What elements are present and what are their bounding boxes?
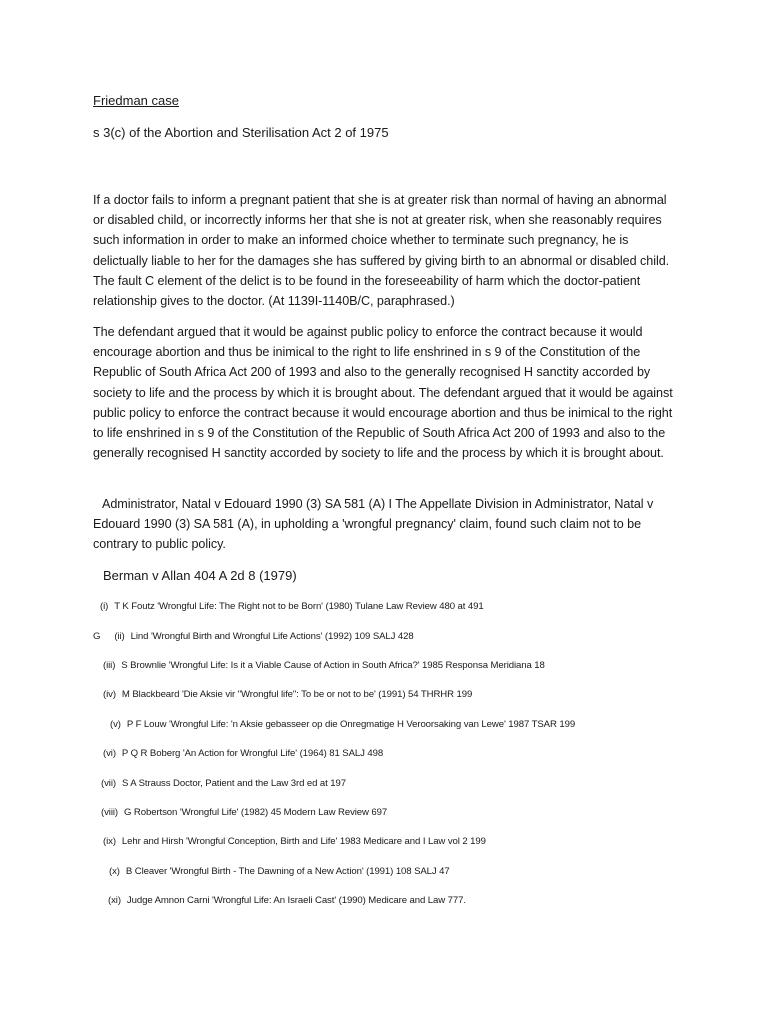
paragraph-defendant-argument: The defendant argued that it would be against public policy to enforce the contract because it would encourage abortion and thus be inimical to the right to life enshrined in s 9 of the Constitution of the Republic of South Africa Act 200 of 1993 and also to the generally recognised H sanctity accorded by society to life and the process by which it is brought about. The defendant argued that it would be against public policy to enforce the contract because it would encourage abortion and thus be inimical to the right to life enshrined in s 9 of the Constitution of the Republic of South Africa Act 200 of 1993 and also to the generally recognised H sanctity accorded by society to life and the process by which it is brought about. bbox=[93, 325, 673, 461]
reference-item bbox=[103, 748, 383, 759]
reference-number: (vi) bbox=[103, 748, 116, 759]
reference-text: P Q R Boberg 'An Action for Wrongful Life' (1964) 81 SALJ 498 bbox=[121, 748, 384, 759]
reference-number: (ii) bbox=[114, 631, 125, 642]
reference-number: (iii) bbox=[103, 660, 116, 671]
reference-text: Lehr and Hirsh 'Wrongful Conception, Birth and Life' 1983 Medicare and I Law vol 2 199 bbox=[121, 836, 486, 847]
reference-number: (viii) bbox=[101, 807, 118, 818]
reference-item bbox=[93, 631, 414, 642]
paragraph-friedman-holding: If a doctor fails to inform a pregnant patient that she is at greater risk than normal of having an abnormal or disabled child, or incorrectly informs her that she is not at greater risk, when she reasonably requires such information in order to make an informed choice whether to terminate such pregnancy, he is delictually liable to her for the damages she has suffered by giving birth to an abnormal or disabled child. The fault C element of the delict is to be found in the foreseeability of harm which the doctor-patient relationship gives to the doctor. (At 1139I-1140B/C, paraphrased.) bbox=[93, 193, 670, 309]
paragraph-edouard-text: Administrator, Natal v Edouard 1990 (3) SA 581 (A) I The Appellate Division in Administrator, Natal v Edouard 1990 (3) SA 581 (A), in upholding a 'wrongful pregnancy' claim, found such claim not to be contrary to public policy. bbox=[93, 497, 654, 552]
reference-text: T K Foutz 'Wrongful Life: The Right not to be Born' (1980) Tulane Law Review 480 at 491 bbox=[114, 601, 484, 612]
reference-item bbox=[100, 601, 484, 612]
reference-number: (iv) bbox=[103, 689, 116, 700]
reference-text: G Robertson 'Wrongful Life' (1982) 45 Modern Law Review 697 bbox=[123, 807, 388, 818]
reference-item bbox=[101, 807, 387, 818]
reference-text: S A Strauss Doctor, Patient and the Law 3rd ed at 197 bbox=[121, 778, 346, 789]
reference-text: Lind 'Wrongful Birth and Wrongful Life Actions' (1992) 109 SALJ 428 bbox=[130, 631, 414, 642]
reference-item bbox=[110, 719, 575, 730]
reference-item bbox=[103, 689, 472, 700]
reference-text: P F Louw 'Wrongful Life: 'n Aksie gebasseer op die Onregmatige H Veroorsaking van Lewe' 1987 TSAR 199 bbox=[126, 719, 576, 730]
document-title: Friedman case bbox=[93, 93, 179, 108]
reference-item bbox=[108, 895, 466, 906]
reference-text: M Blackbeard 'Die Aksie vir "Wrongful life": To be or not to be' (1991) 54 THRHR 199 bbox=[121, 689, 473, 700]
reference-item bbox=[103, 660, 545, 671]
paragraph-edouard-case bbox=[93, 494, 683, 555]
reference-number: (vii) bbox=[101, 778, 116, 789]
reference-item bbox=[103, 836, 486, 847]
reference-text: S Brownlie 'Wrongful Life: Is it a Viable Cause of Action in South Africa?' 1985 Responsa Meridiana 18 bbox=[121, 660, 545, 671]
reference-number: (i) bbox=[100, 601, 109, 612]
reference-item bbox=[109, 866, 450, 877]
reference-number: (v) bbox=[110, 719, 121, 730]
reference-number: (xi) bbox=[108, 895, 121, 906]
reference-number: (x) bbox=[109, 866, 120, 877]
reference-text: B Cleaver 'Wrongful Birth - The Dawning of a New Action' (1991) 108 SALJ 47 bbox=[125, 866, 450, 877]
reference-number: (ix) bbox=[103, 836, 116, 847]
case-citation-berman: Berman v Allan 404 A 2d 8 (1979) bbox=[103, 568, 297, 583]
reference-item bbox=[101, 778, 346, 789]
reference-text: Judge Amnon Carni 'Wrongful Life: An Israeli Cast' (1990) Medicare and Law 777. bbox=[126, 895, 466, 906]
document-subtitle: s 3(c) of the Abortion and Sterilisation Act 2 of 1975 bbox=[93, 125, 389, 140]
reference-prefix: G bbox=[93, 631, 101, 642]
